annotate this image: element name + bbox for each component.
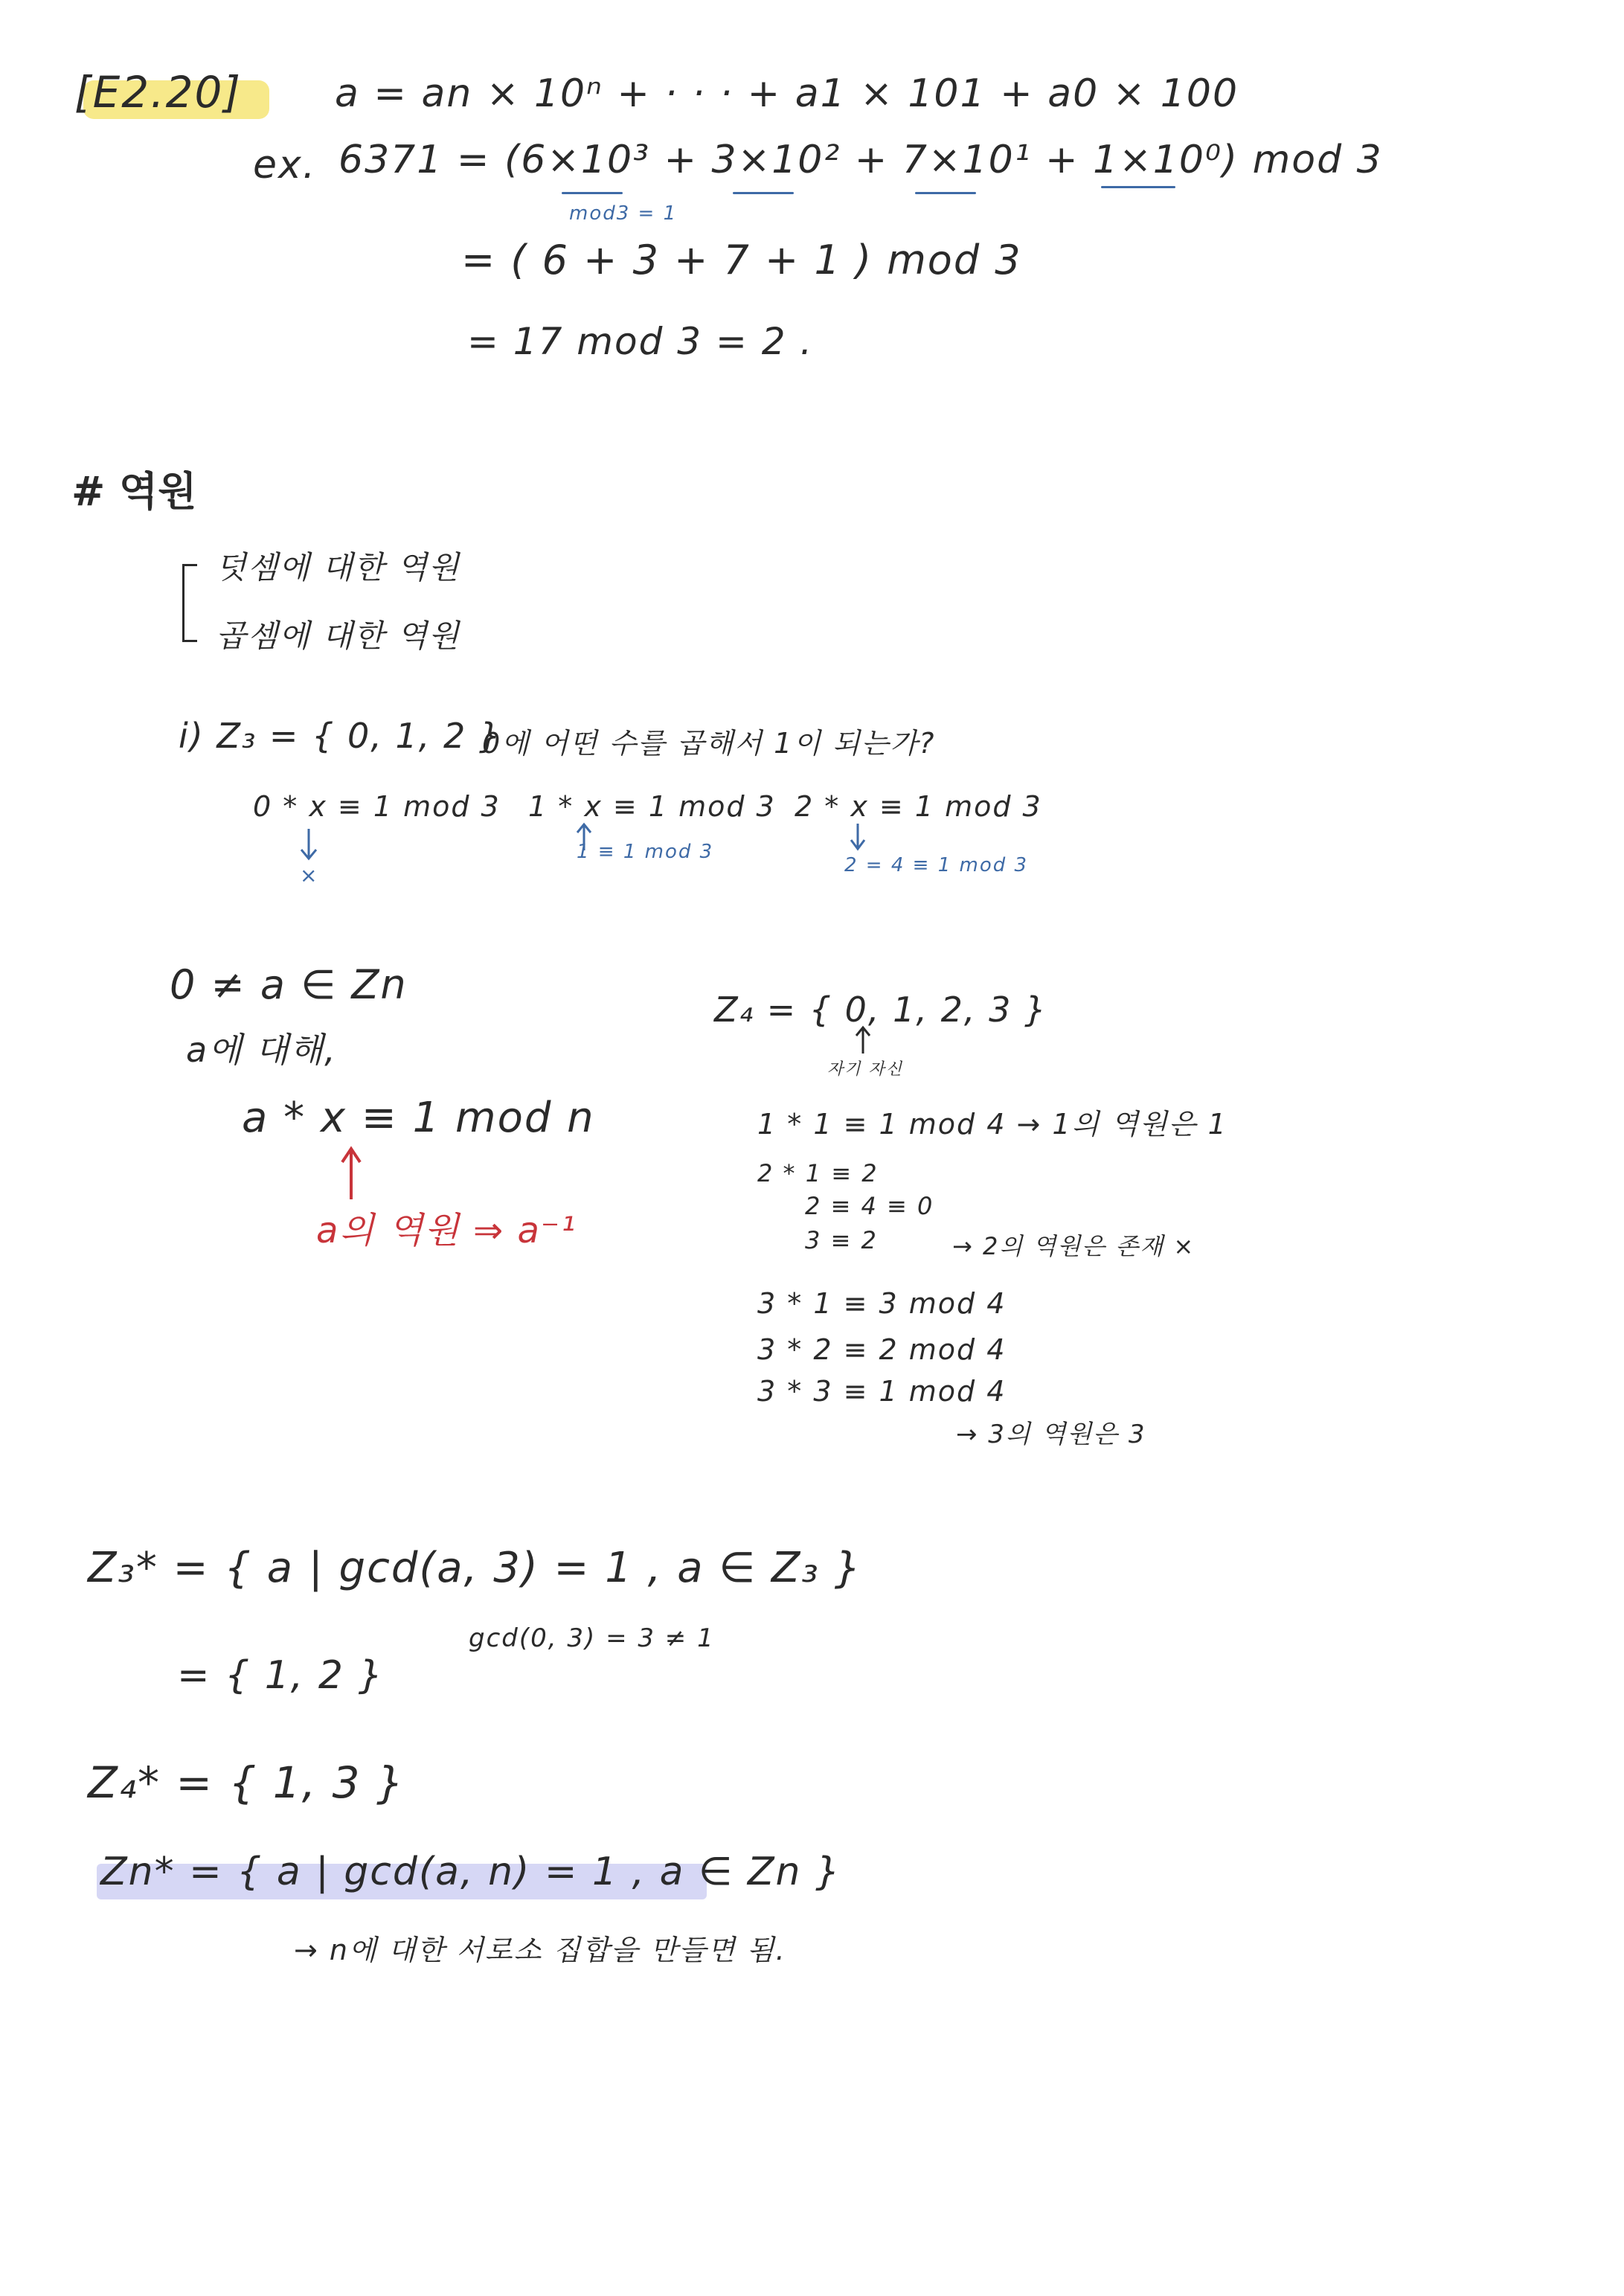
- underline-10-0: [1101, 186, 1175, 188]
- z3-eq0-note: ×: [300, 863, 319, 888]
- zn-star-definition: Zn* = { a | gcd(a, n) = 1 , a ∈ Zn }: [100, 1850, 842, 1894]
- up-arrow-icon: [852, 1025, 874, 1055]
- def-line3: a * x ≡ 1 mod n: [242, 1094, 595, 1142]
- z4-self-note: 자기 자신: [827, 1060, 904, 1079]
- z3-eq2: 2 * x ≡ 1 mod 3: [795, 790, 1042, 823]
- multiplication-inverse: 곱셈에 대한 역원: [216, 618, 460, 654]
- z4-row3b: 3 * 2 ≡ 2 mod 4: [757, 1333, 1007, 1366]
- underline-10-2: [733, 192, 794, 194]
- z4-row2c: 3 ≡ 2: [805, 1226, 878, 1254]
- z4-row3-note: → 3의 역원은 3: [956, 1420, 1146, 1449]
- positional-formula: a = an × 10ⁿ + · · · + a1 × 101 + a0 × 100: [335, 71, 1239, 116]
- z3-question: 0에 어떤 수를 곱해서 1이 되는가?: [482, 727, 936, 760]
- page-heading: # 역원: [71, 468, 197, 515]
- bracket-vertical: [182, 564, 184, 642]
- zn-star-note: → n에 대한 서로소 집합을 만들면 됨.: [294, 1934, 786, 1966]
- z3-star-definition: Z₃* = { a | gcd(a, 3) = 1 , a ∈ Z₃ }: [88, 1544, 863, 1592]
- example-prefix: ex.: [253, 143, 317, 187]
- up-arrow-icon: [336, 1146, 366, 1202]
- underline-10-3: [562, 192, 623, 194]
- down-arrow-icon: [298, 827, 320, 865]
- mod-note: mod3 = 1: [569, 202, 678, 225]
- z4-row3a: 3 * 1 ≡ 3 mod 4: [757, 1287, 1007, 1320]
- def-line1: 0 ≠ a ∈ Zn: [170, 961, 408, 1008]
- z3-eq1: 1 * x ≡ 1 mod 3: [528, 790, 776, 823]
- inverse-notation: a의 역원 ⇒ a⁻¹: [316, 1210, 577, 1251]
- def-line2: a에 대해,: [186, 1030, 337, 1070]
- z3-star-result: = { 1, 2 }: [177, 1653, 385, 1698]
- z4-row2a: 2 * 1 ≡ 2: [757, 1159, 879, 1187]
- z3-eq2-note: 2 = 4 ≡ 1 mod 3: [844, 854, 1029, 876]
- example-step2: = 17 mod 3 = 2 .: [467, 320, 814, 363]
- gcd-note: gcd(0, 3) = 3 ≠ 1: [469, 1623, 715, 1653]
- example-step1: = ( 6 + 3 + 7 + 1 ) mod 3: [461, 237, 1022, 283]
- z3-label: i) Z₃ = { 0, 1, 2 }: [179, 716, 503, 756]
- z3-eq1-note: 1 ≡ 1 mod 3: [577, 841, 714, 863]
- z4-row3c: 3 * 3 ≡ 1 mod 4: [757, 1375, 1007, 1408]
- z3-eq0: 0 * x ≡ 1 mod 3: [253, 790, 501, 823]
- example-equation: 6371 = (6×10³ + 3×10² + 7×10¹ + 1×10⁰) mod 3: [338, 138, 1383, 182]
- bracket-bottom: [182, 640, 197, 642]
- z4-star-definition: Z₄* = { 1, 3 }: [88, 1757, 405, 1808]
- addition-inverse: 덧셈에 대한 역원: [216, 549, 460, 586]
- z4-row1: 1 * 1 ≡ 1 mod 4 → 1의 역원은 1: [757, 1108, 1227, 1141]
- z4-row2b: 2 ≡ 4 ≡ 0: [805, 1192, 934, 1220]
- z4-row2-note: → 2의 역원은 존재 ×: [952, 1232, 1195, 1260]
- z4-label: Z₄ = { 0, 1, 2, 3 }: [714, 990, 1048, 1030]
- underline-10-1: [915, 192, 976, 194]
- bracket-top: [182, 564, 197, 566]
- section-tag: [E2.20]: [74, 67, 243, 118]
- down-arrow-icon: [847, 822, 869, 852]
